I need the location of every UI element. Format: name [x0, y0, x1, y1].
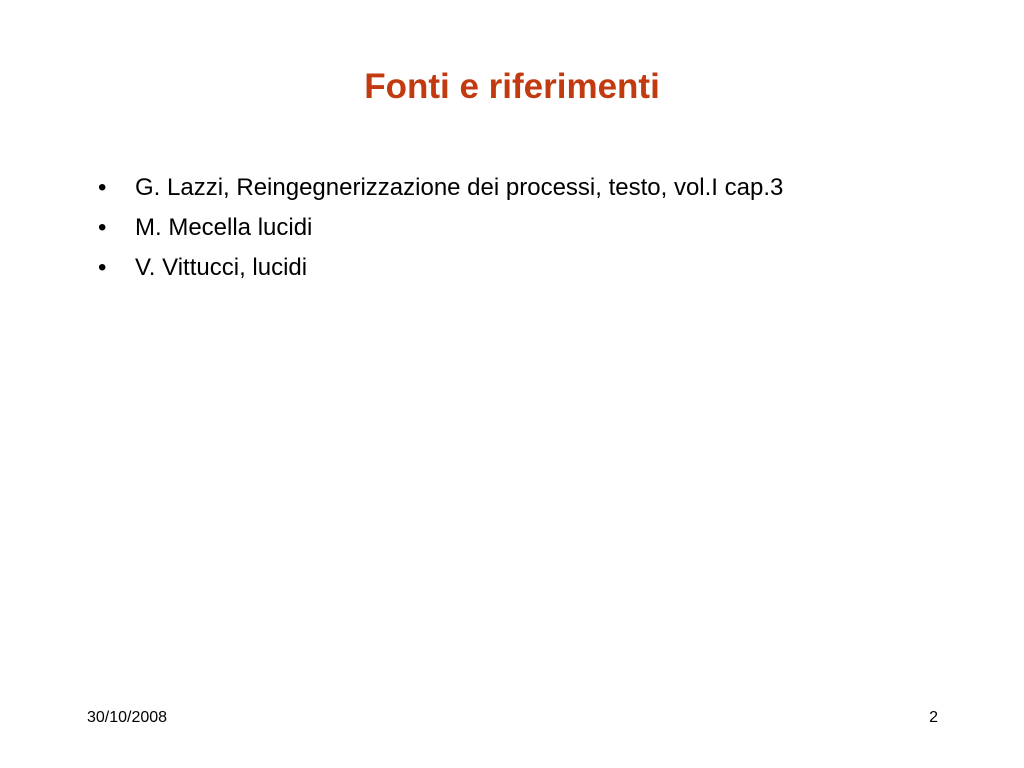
list-item-text: V. Vittucci, lucidi — [135, 254, 308, 281]
bullet-icon: • — [98, 254, 107, 281]
list-item-text: M. Mecella lucidi — [135, 214, 313, 241]
bullet-icon: • — [98, 174, 107, 201]
list-item — [98, 248, 783, 288]
list-item — [98, 208, 783, 248]
page-number: 2 — [929, 709, 938, 726]
reference-list — [98, 168, 783, 288]
bullet-icon: • — [98, 214, 107, 241]
slide-title: Fonti e riferimenti — [364, 67, 660, 106]
list-item-text: G. Lazzi, Reingegnerizzazione dei processi, testo, vol.I cap.3 — [135, 174, 784, 201]
footer-date: 30/10/2008 — [87, 709, 168, 726]
list-item — [98, 168, 783, 208]
